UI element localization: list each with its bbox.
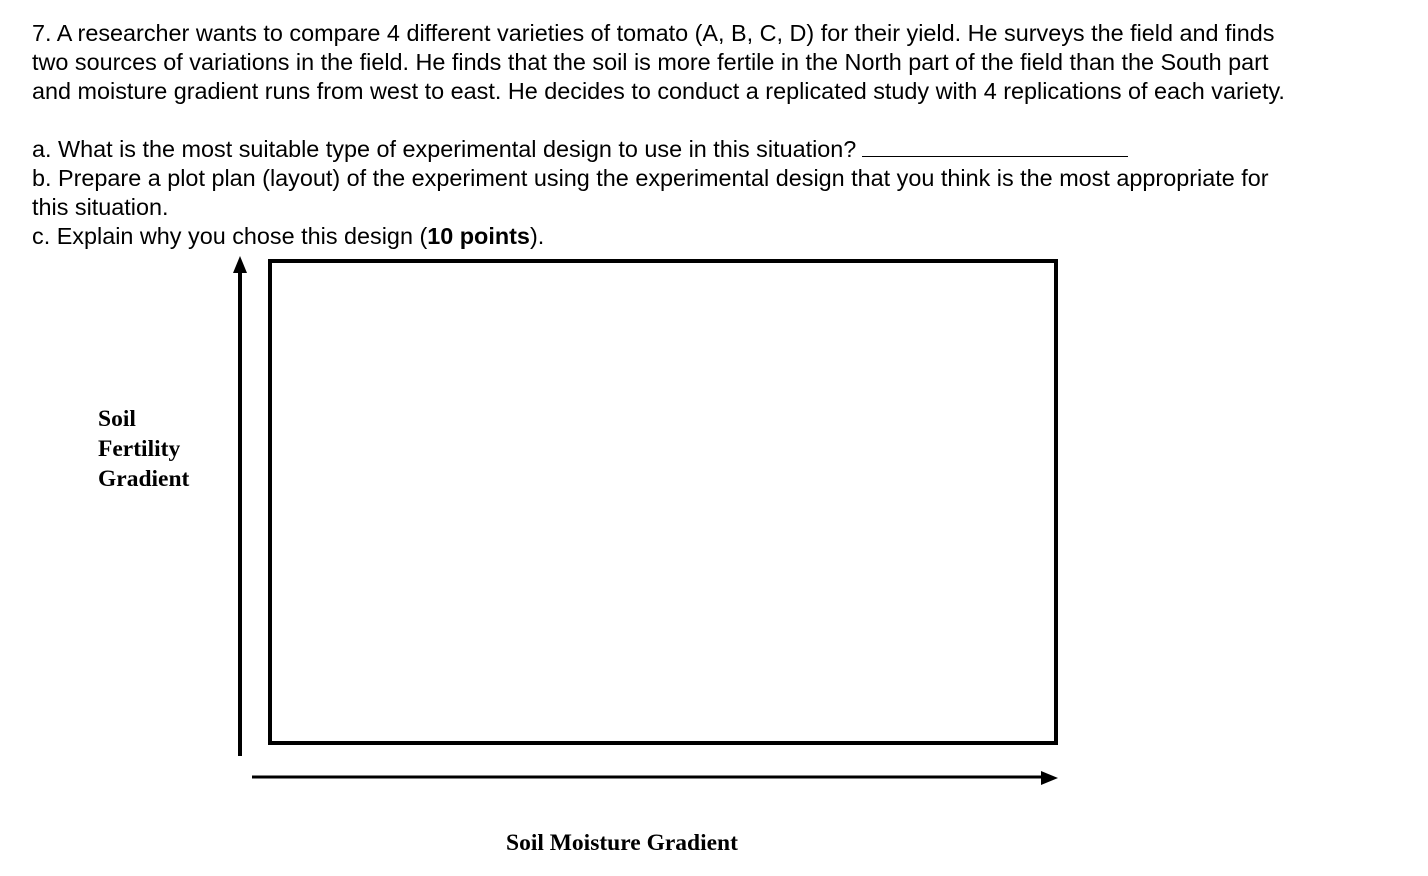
moisture-gradient-label: Soil Moisture Gradient: [506, 830, 738, 856]
part-b-line: this situation.: [32, 194, 169, 220]
part-b-line: b. Prepare a plot plan (layout) of the experiment using the experimental design that you think is the most appropriate for: [32, 165, 1269, 191]
fertility-arrow-head: [233, 256, 247, 273]
part-c-suffix: ).: [529, 223, 545, 249]
part-c-prefix: c. Explain why you chose this design (: [32, 223, 428, 249]
intro-line: and moisture gradient runs from west to east. He decides to conduct a replicated study with 4 replications of each variety.: [32, 78, 1285, 104]
field-plot-box[interactable]: [268, 259, 1058, 745]
intro-line: 7. A researcher wants to compare 4 different varieties of tomato (A, B, C, D) for their yield. He surveys the field and finds: [32, 20, 1275, 46]
fertility-label-line: Soil: [98, 406, 136, 432]
fertility-label-line: Gradient: [98, 466, 190, 492]
fertility-label-line: Fertility: [98, 436, 181, 462]
fertility-gradient-label: [98, 404, 189, 494]
part-c-points: 10 points: [427, 223, 530, 249]
intro-line: two sources of variations in the field. He finds that the soil is more fertile in the North part of the field than the South part: [32, 49, 1269, 75]
part-a-text: a. What is the most suitable type of experimental design to use in this situation?: [32, 136, 857, 162]
moisture-arrow-head: [1041, 771, 1058, 785]
